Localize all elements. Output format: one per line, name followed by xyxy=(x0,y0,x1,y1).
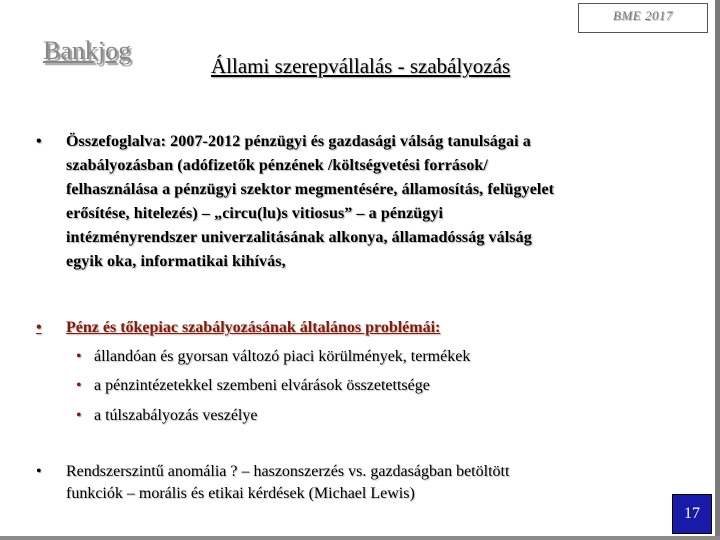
slide-border-right xyxy=(715,0,720,540)
sub-bullet xyxy=(76,374,636,398)
bullet-anomaly-line-2: funkciók – morális és etikai kérdések (Michael Lewis) xyxy=(66,485,415,502)
sub-bullet-text: a túlszabályozás veszélye xyxy=(94,407,258,424)
bullet-icon: • xyxy=(36,463,42,480)
bullet-summary-line-6: egyik oka, informatikai kihívás, xyxy=(66,253,286,270)
bullet-anomaly-line-1: Rendszerszintű anomália ? – haszonszerzés vs. gazdaságban betöltött xyxy=(66,463,510,480)
bullet-icon: • xyxy=(76,377,82,394)
bullet-problems-text: Pénz és tőkepiac szabályozásának általános problémái: xyxy=(66,319,441,336)
page-number: 17 xyxy=(672,494,712,534)
brand-title: Bankjog xyxy=(43,36,132,65)
slide-border-bottom xyxy=(0,536,720,540)
bullet-summary-line-4: erősítése, hitelezés) – „circu(lu)s vitiosus” – a pénzügyi xyxy=(66,205,444,222)
sub-bullet xyxy=(76,345,636,369)
bullet-icon: • xyxy=(76,407,82,424)
sub-bullet-text: a pénzintézetekkel szembeni elvárások összetettsége xyxy=(94,377,430,394)
header-tag-box xyxy=(578,3,708,33)
bullet-icon: • xyxy=(76,348,82,365)
bullet-summary-line-1: Összefoglalva: 2007-2012 pénzügyi és gazdasági válság tanulságai a xyxy=(66,133,531,150)
bullet-summary xyxy=(36,130,676,274)
bullet-icon: • xyxy=(36,133,42,150)
slide-title: Állami szerepvállalás - szabályozás xyxy=(211,54,511,78)
sub-bullet xyxy=(76,404,636,428)
header-tag: BME 2017 xyxy=(613,8,673,23)
bullet-summary-line-2: szabályozásban (adófizetők pénzének /költségvetési források/ xyxy=(66,157,488,174)
bullet-problems-heading xyxy=(36,316,676,340)
bullet-icon: • xyxy=(36,319,42,336)
bullet-summary-line-5: intézményrendszer univerzalitásának alkonya, államadósság válság xyxy=(66,229,532,246)
bullet-summary-line-3: felhasználása a pénzügyi szektor megmentésére, államosítás, felügyelet xyxy=(66,181,555,198)
bullet-anomaly xyxy=(36,461,656,505)
sub-bullet-text: állandóan és gyorsan változó piaci körülmények, termékek xyxy=(94,348,471,365)
